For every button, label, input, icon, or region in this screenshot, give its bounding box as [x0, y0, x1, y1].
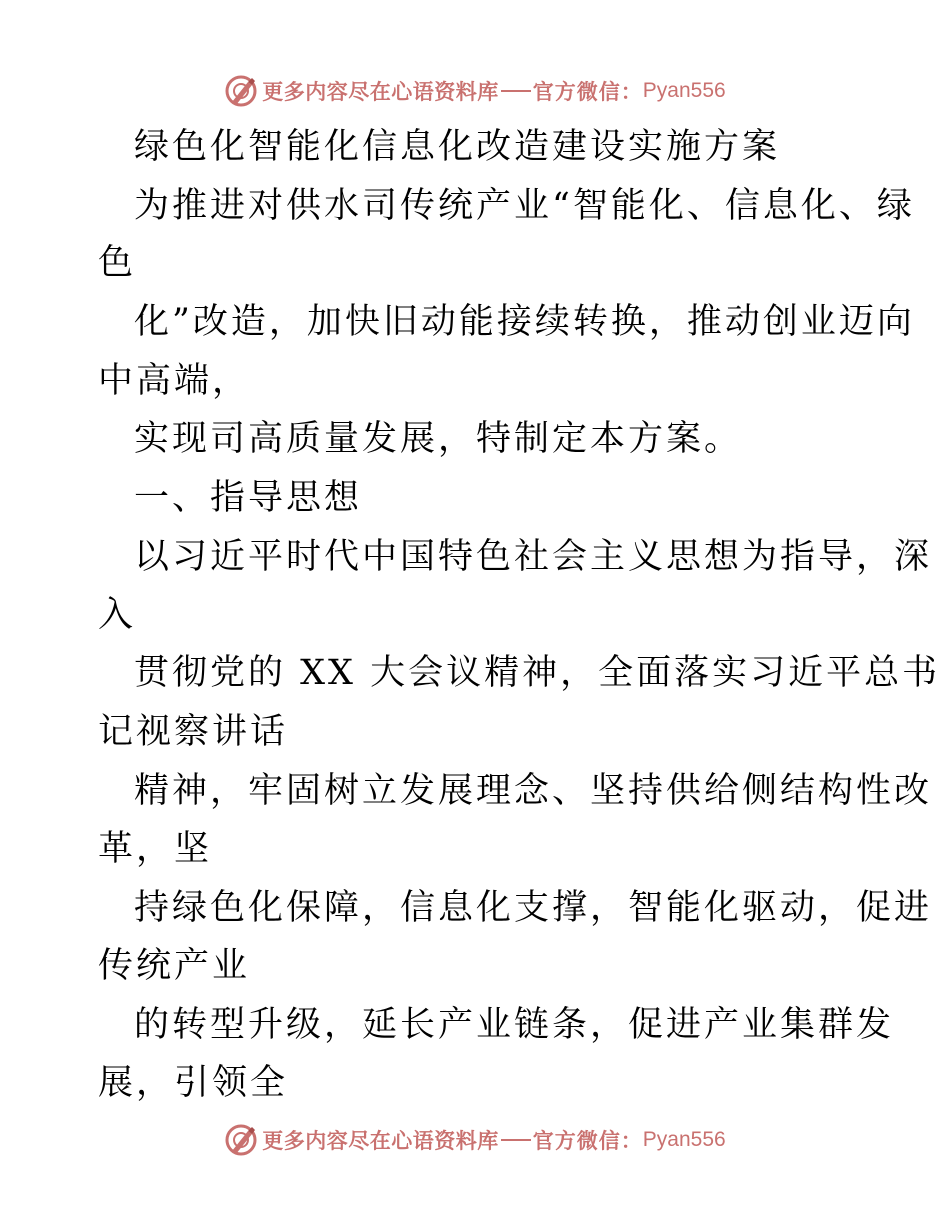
banner-dash — [501, 90, 531, 92]
banner-dash — [501, 1139, 531, 1141]
body-line: 入 — [98, 595, 137, 635]
body-line: 中高端， — [98, 361, 251, 401]
body-line: 以习近平时代中国特色社会主义思想为指导，深 — [134, 537, 933, 577]
banner-main-text: 更多内容尽在心语资料库 — [262, 1128, 499, 1153]
body-line: 色 — [98, 243, 137, 283]
body-line: 记视察讲话 — [98, 712, 289, 752]
body-line: 贯彻党的 XX 大会议精神，全面落实习近平总书 — [134, 653, 941, 693]
body-line: 实现司高质量发展，特制定本方案。 — [134, 419, 743, 459]
banner-account-id: Pyan556 — [642, 1128, 726, 1151]
banner-account-id: Pyan556 — [642, 79, 726, 102]
footer-banner — [0, 1120, 950, 1160]
banner-contact-text: 官方微信： — [532, 79, 643, 104]
pen-logo-icon — [224, 74, 258, 108]
body-line: 展，引领全 — [98, 1063, 289, 1103]
banner-main-text: 更多内容尽在心语资料库 — [262, 79, 499, 104]
doc-title: 绿色化智能化信息化改造建设实施方案 — [134, 127, 781, 167]
body-line: 革，坚 — [98, 829, 213, 869]
section-heading: 一、指导思想 — [134, 478, 363, 518]
body-line: 精神，牢固树立发展理念、坚持供给侧结构性改 — [134, 771, 933, 811]
pen-logo-icon — [224, 1123, 258, 1157]
body-line: 为推进对供水司传统产业“智能化、信息化、绿 — [134, 186, 915, 226]
body-line: 的转型升级，延长产业链条，促进产业集群发 — [134, 1005, 895, 1045]
header-banner — [0, 71, 950, 111]
banner-contact-text: 官方微信： — [532, 1128, 643, 1153]
body-line: 传统产业 — [98, 946, 251, 986]
body-line: 持绿色化保障，信息化支撑，智能化驱动，促进 — [134, 888, 933, 928]
body-line: 化”改造，加快旧动能接续转换，推动创业迈向 — [134, 302, 915, 342]
